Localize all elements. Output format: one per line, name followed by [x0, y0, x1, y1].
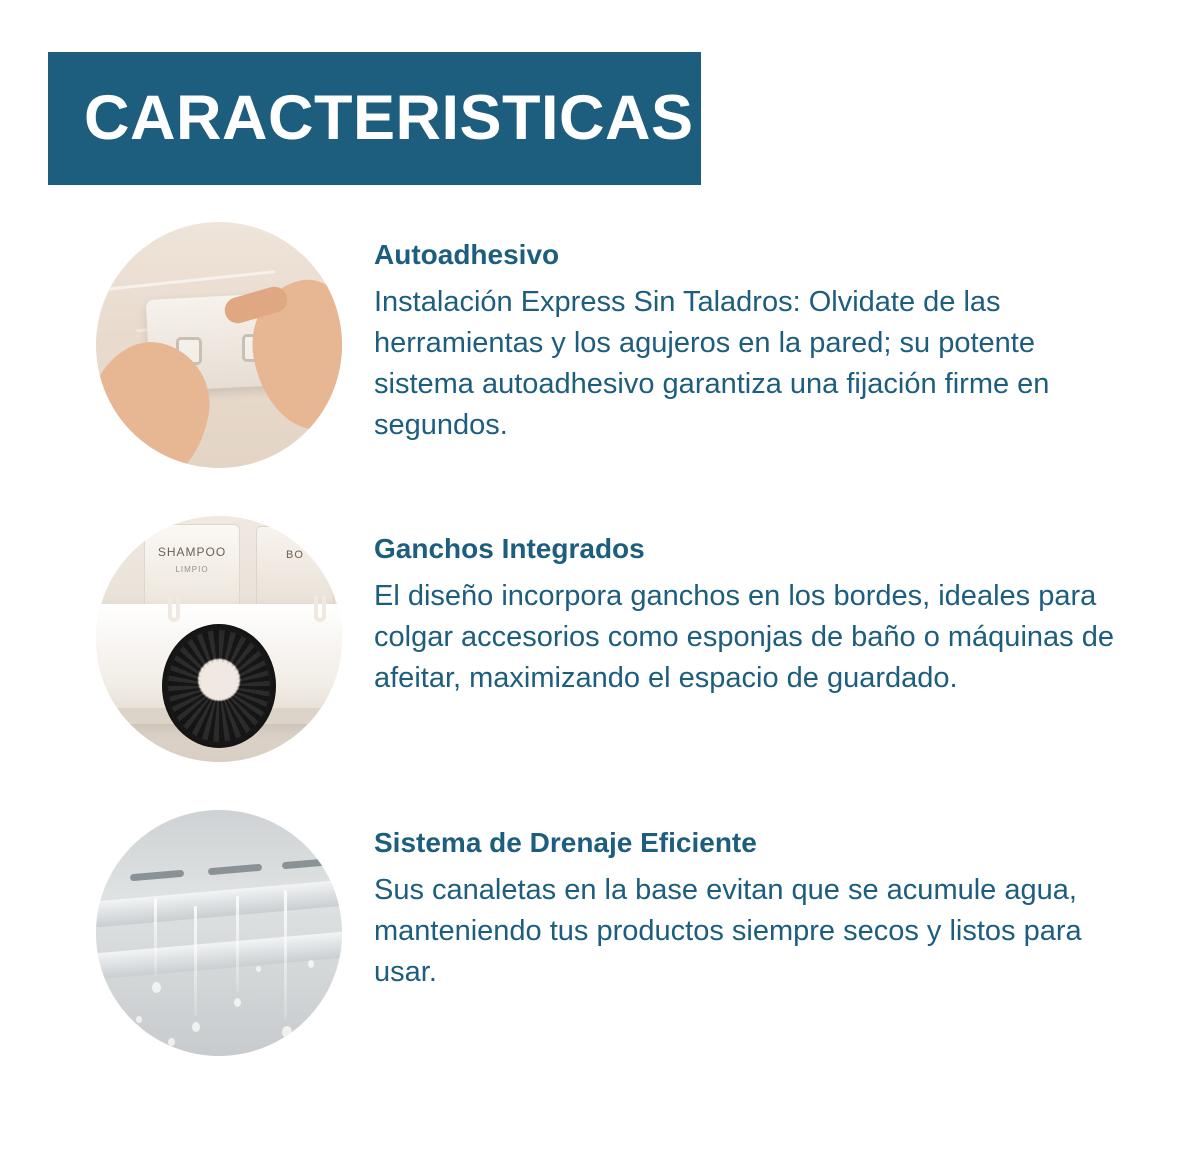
- water-droplet: [136, 1016, 142, 1023]
- feature-text-block: [342, 810, 1200, 993]
- adhesive-install-photo: [96, 222, 342, 468]
- shampoo-bottle: [144, 524, 240, 610]
- water-stream: [194, 906, 197, 1016]
- shampoo-bottle-label: SHAMPOO: [157, 545, 227, 559]
- water-stream: [154, 898, 157, 976]
- water-drainage-illustration: [96, 810, 342, 1056]
- integrated-hooks-illustration: [96, 516, 342, 762]
- water-droplet: [234, 998, 241, 1007]
- hook-icon: [314, 596, 326, 622]
- feature-title: Autoadhesivo: [374, 239, 560, 270]
- features-list: [0, 222, 1200, 1104]
- water-droplet: [152, 982, 161, 993]
- feature-item: [0, 810, 1200, 1056]
- secondary-bottle-label: BO: [286, 549, 304, 561]
- feature-title: Ganchos Integrados: [374, 533, 645, 564]
- header-banner: [48, 52, 701, 185]
- water-stream: [284, 890, 287, 1020]
- shampoo-bottle-sublabel: LIMPIO: [175, 565, 209, 574]
- feature-text-block: [342, 222, 1200, 446]
- feature-text-block: [342, 516, 1200, 699]
- feature-description: El diseño incorpora ganchos en los bordes, ideales para colgar accesorios como esponjas de baño o máquinas de afeitar, maximizando el espacio de guardado.: [374, 579, 1114, 694]
- water-drainage-photo: [96, 810, 342, 1056]
- adhesive-install-illustration: [96, 222, 342, 468]
- drain-slot: [282, 858, 336, 870]
- feature-title: Sistema de Drenaje Eficiente: [374, 827, 757, 858]
- drain-edge: [96, 877, 342, 929]
- feature-item: [0, 222, 1200, 468]
- scrunchie: [162, 624, 276, 748]
- water-stream: [236, 896, 239, 992]
- feature-description: Sus canaletas en la base evitan que se acumule agua, manteniendo tus productos siempre secos y listos para usar.: [374, 873, 1082, 988]
- water-droplet: [168, 1038, 175, 1046]
- drain-slot: [130, 870, 184, 882]
- marble-vein: [96, 270, 276, 293]
- page-title: CARACTERISTICAS: [84, 83, 694, 153]
- integrated-hooks-photo: [96, 516, 342, 762]
- water-droplet: [308, 960, 314, 968]
- feature-description: Instalación Express Sin Taladros: Olvidate de las herramientas y los agujeros en la pared; su potente sistema autoadhesivo garantiza una fijación firme en segundos.: [374, 285, 1050, 442]
- feature-item: [0, 516, 1200, 762]
- water-droplet: [282, 1026, 292, 1038]
- water-droplet: [192, 1022, 200, 1032]
- drain-edge: [96, 929, 342, 981]
- drain-slot: [208, 864, 262, 876]
- hook-icon: [168, 596, 180, 622]
- water-droplet: [256, 966, 261, 972]
